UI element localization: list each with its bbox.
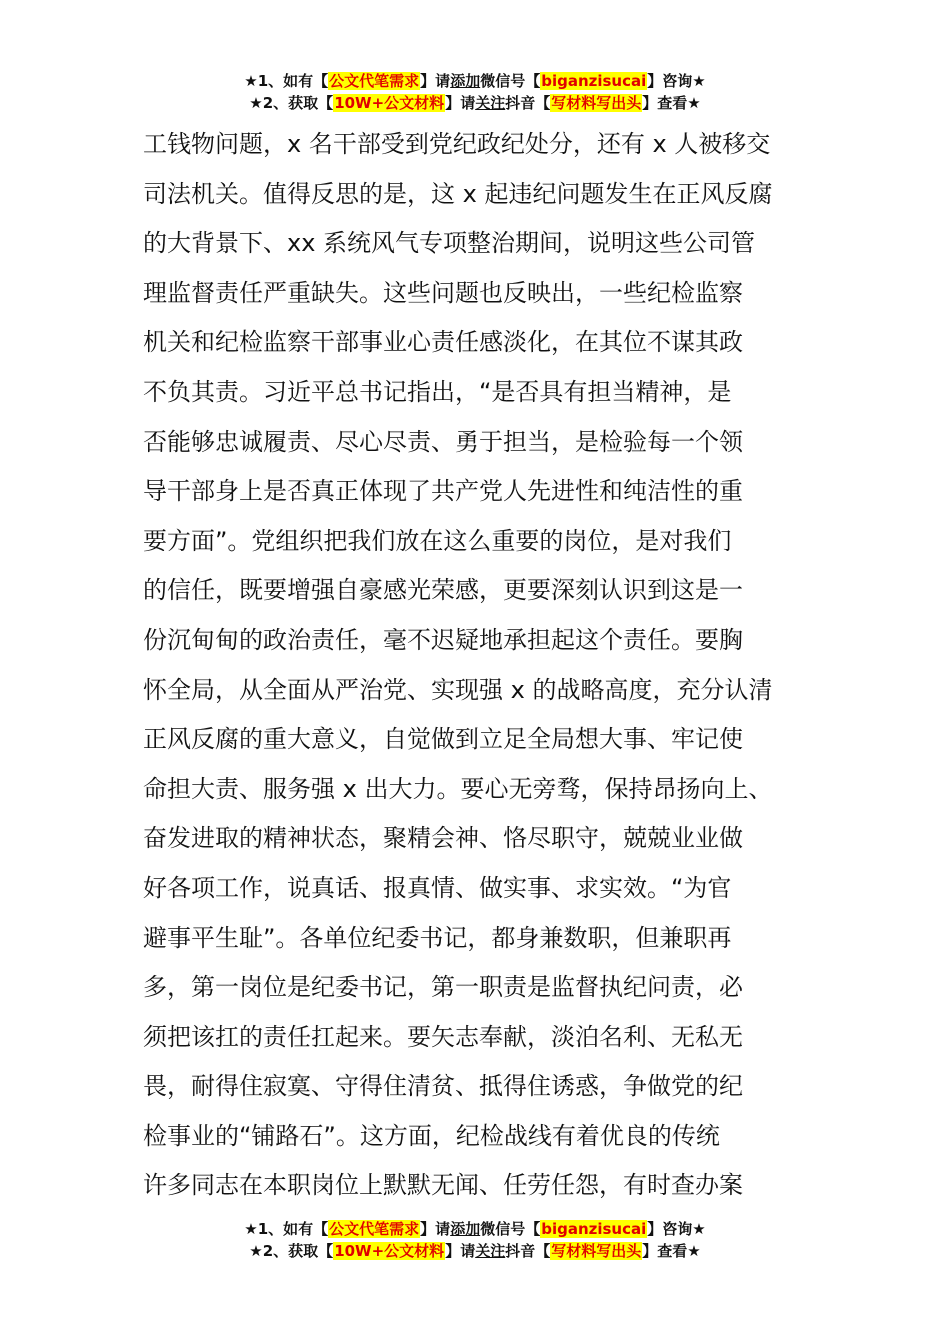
- promo-underlined: 关注: [475, 94, 506, 112]
- promo-text: 】查看★: [642, 1242, 701, 1260]
- promo-highlight: 10W+公文材料: [334, 1242, 445, 1260]
- promo-text: 】咨询★: [647, 72, 706, 90]
- body-line: 畏，耐得住寂寞、守得住清贫、抵得住诱惑，争做党的纪: [143, 1072, 743, 1101]
- body-line: 正风反腐的重大意义，自觉做到立足全局想大事、牢记使: [143, 725, 743, 754]
- promo-line-1: [0, 1218, 950, 1240]
- promo-text: 】咨询★: [647, 1220, 706, 1238]
- promo-text: 】查看★: [642, 94, 701, 112]
- promo-text: 抖音【: [505, 1242, 551, 1260]
- promo-text: ★1、如有【: [244, 72, 329, 90]
- body-line: 检事业的“铺路石”。这方面，纪检战线有着优良的传统: [143, 1121, 720, 1150]
- body-line: 奋发进取的精神状态，聚精会神、恪尽职守，兢兢业业做: [143, 824, 743, 853]
- promo-underlined: 关注: [475, 1242, 506, 1260]
- footer-promo-banner: [0, 1218, 950, 1262]
- promo-text: 】请: [445, 1242, 476, 1260]
- promo-text: 】请: [445, 94, 476, 112]
- body-line: 的大背景下、xx 系统风气专项整治期间，说明这些公司管: [143, 229, 756, 258]
- promo-wechat-id: biganzisucai: [541, 1220, 647, 1238]
- body-line: 司法机关。值得反思的是，这 x 起违纪问题发生在正风反腐: [143, 179, 773, 208]
- body-line: 要方面”。党组织把我们放在这么重要的岗位，是对我们: [143, 526, 732, 555]
- body-line: 好各项工作，说真话、报真情、做实事、求实效。“为官: [143, 873, 732, 902]
- body-line: 工钱物问题，x 名干部受到党纪政纪处分，还有 x 人被移交: [143, 130, 771, 158]
- promo-text: ★2、获取【: [249, 1242, 334, 1260]
- body-line: 否能够忠诚履责、尽心尽责、勇于担当，是检验每一个领: [143, 427, 743, 456]
- promo-underlined: 添加: [450, 72, 481, 90]
- promo-highlight: 公文代笔需求: [329, 1220, 420, 1238]
- promo-line-1: [0, 70, 950, 92]
- promo-highlight: 公文代笔需求: [329, 72, 420, 90]
- promo-text: 抖音【: [505, 94, 551, 112]
- promo-line-2: [0, 1240, 950, 1262]
- body-line: 多，第一岗位是纪委书记，第一职责是监督执纪问责，必: [143, 973, 743, 1002]
- promo-highlight: 10W+公文材料: [334, 94, 445, 112]
- promo-douyin-account: 写材料写出头: [551, 1242, 642, 1260]
- promo-text: 】请: [420, 1220, 451, 1238]
- body-line: 机关和纪检监察干部事业心责任感淡化，在其位不谋其政: [143, 328, 743, 357]
- body-line: 导干部身上是否真正体现了共产党人先进性和纯洁性的重: [143, 477, 743, 506]
- body-line: 不负其责。习近平总书记指出，“是否具有担当精神，是: [143, 377, 732, 406]
- promo-wechat-id: biganzisucai: [541, 72, 647, 90]
- body-line: 命担大责、服务强 x 出大力。要心无旁骛，保持昂扬向上、: [143, 774, 773, 803]
- body-line: 须把该扛的责任扛起来。要矢志奉献，淡泊名利、无私无: [143, 1022, 743, 1051]
- body-line: 许多同志在本职岗位上默默无闻、任劳任怨，有时查办案: [143, 1171, 743, 1200]
- promo-text: ★1、如有【: [244, 1220, 329, 1238]
- body-line: 理监督责任严重缺失。这些问题也反映出，一些纪检监察: [143, 278, 743, 307]
- promo-text: 】请: [420, 72, 451, 90]
- body-line: 怀全局，从全面从严治党、实现强 x 的战略高度，充分认清: [143, 675, 773, 704]
- document-body: [143, 120, 811, 1211]
- promo-text: 微信号【: [480, 72, 541, 90]
- promo-underlined: 添加: [450, 1220, 481, 1238]
- promo-douyin-account: 写材料写出头: [551, 94, 642, 112]
- promo-line-2: [0, 92, 950, 114]
- promo-text: ★2、获取【: [249, 94, 334, 112]
- body-line: 避事平生耻”。各单位纪委书记，都身兼数职，但兼职再: [143, 923, 732, 952]
- body-line: 的信任，既要增强自豪感光荣感，更要深刻认识到这是一: [143, 576, 743, 605]
- body-line: 份沉甸甸的政治责任，毫不迟疑地承担起这个责任。要胸: [143, 625, 743, 654]
- header-promo-banner: [0, 70, 950, 114]
- promo-text: 微信号【: [480, 1220, 541, 1238]
